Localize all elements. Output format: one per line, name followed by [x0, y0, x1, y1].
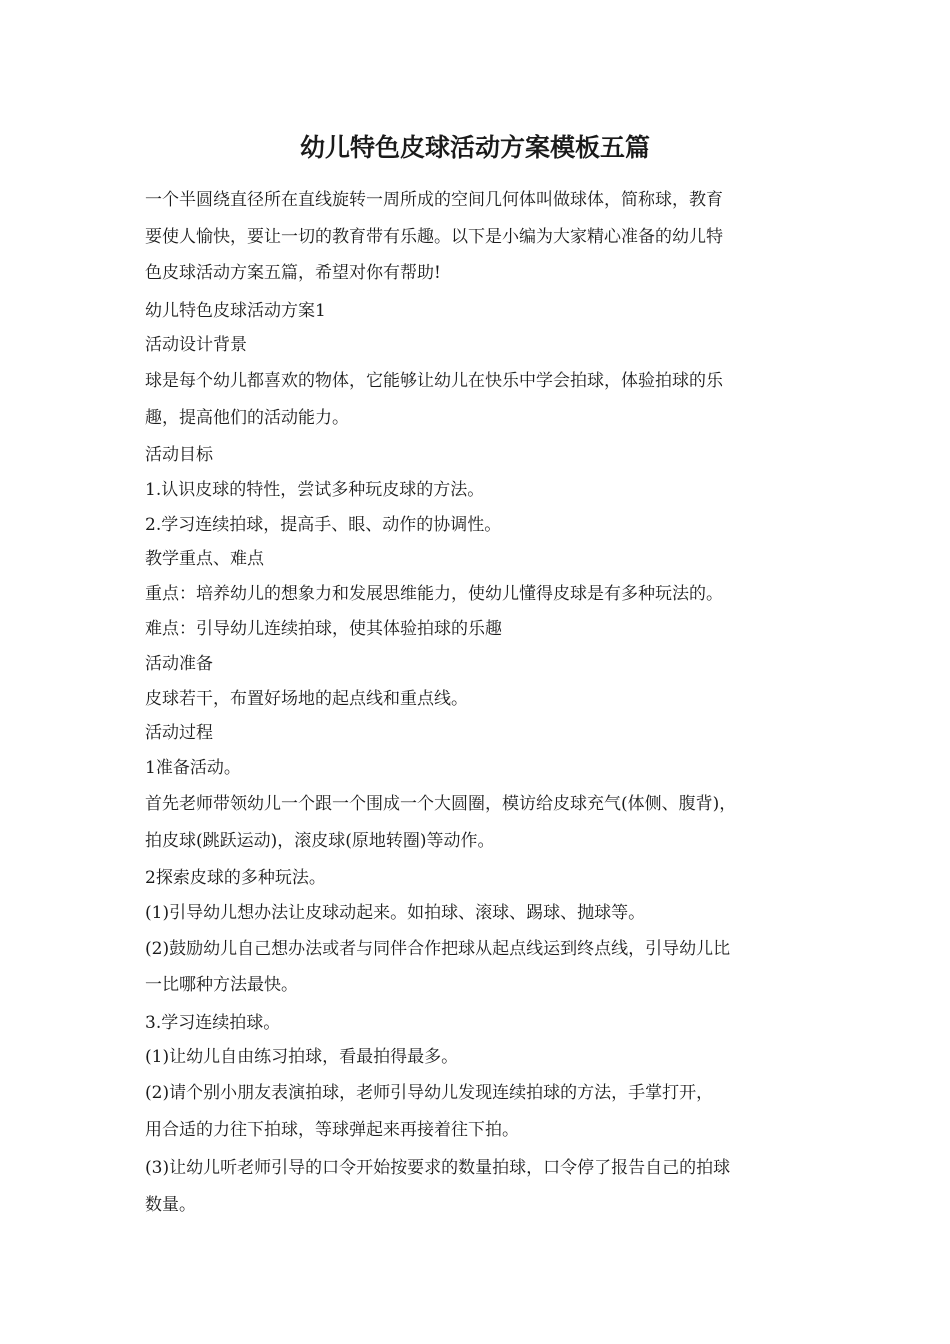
paragraph — [145, 647, 815, 682]
text-line: 首先老师带领幼儿一个跟一个围成一个大圆圈，模访给皮球充气(体侧、腹背)， — [145, 794, 737, 815]
paragraph — [145, 896, 815, 931]
text-line: 活动目标 — [145, 445, 213, 466]
paragraph — [145, 542, 815, 577]
paragraph — [145, 577, 815, 612]
text-line: 2探索皮球的多种玩法。 — [145, 868, 326, 889]
text-line: 一个半圆绕直径所在直线旋转一周所成的空间几何体叫做球体，简称球，教育 — [145, 190, 723, 210]
paragraph — [145, 931, 815, 1006]
text-line: 一比哪种方法最快。 — [145, 975, 298, 996]
paragraph — [145, 612, 815, 647]
paragraph — [145, 328, 815, 363]
paragraph — [145, 1040, 815, 1075]
document-body — [145, 182, 815, 1225]
paragraph — [145, 182, 815, 294]
paragraph — [145, 751, 815, 786]
paragraph — [145, 363, 815, 438]
text-line: 重点：培养幼儿的想象力和发展思维能力，使幼儿懂得皮球是有多种玩法的。 — [145, 584, 723, 605]
text-line: (1)让幼儿自由练习拍球，看最拍得最多。 — [145, 1047, 459, 1068]
text-line: 球是每个幼儿都喜欢的物体，它能够让幼儿在快乐中学会拍球，体验拍球的乐 — [145, 371, 723, 392]
paragraph — [145, 786, 815, 861]
document-title: 幼儿特色皮球活动方案模板五篇 — [299, 133, 650, 162]
text-line: 2.学习连续拍球，提高手、眼、动作的协调性。 — [145, 514, 502, 535]
text-line: 活动准备 — [145, 653, 213, 674]
paragraph — [145, 716, 815, 751]
text-line: 数量。 — [145, 1194, 196, 1215]
paragraph — [145, 294, 815, 329]
text-line: 教学重点、难点 — [145, 549, 264, 570]
text-line: 趣，提高他们的活动能力。 — [145, 407, 349, 428]
text-line: 3.学习连续拍球。 — [145, 1012, 281, 1033]
text-line: (2)鼓励幼儿自己想办法或者与同伴合作把球从起点线运到终点线，引导幼儿比 — [145, 938, 731, 959]
text-line: 1.认识皮球的特性，尝试多种玩皮球的方法。 — [145, 479, 485, 500]
text-line: 要使人愉快，要让一切的教育带有乐趣。以下是小编为大家精心准备的幼儿特 — [145, 226, 723, 247]
text-line: (1)引导幼儿想办法让皮球动起来。如拍球、滚球、踢球、抛球等。 — [145, 902, 646, 923]
text-line: 皮球若干，布置好场地的起点线和重点线。 — [145, 688, 468, 709]
paragraph — [145, 861, 815, 896]
paragraph — [145, 473, 815, 508]
text-line: 1准备活动。 — [145, 758, 241, 779]
paragraph — [145, 1150, 815, 1225]
text-line: (2)请个别小朋友表演拍球，老师引导幼儿发现连续拍球的方法，手掌打开， — [145, 1083, 714, 1104]
paragraph — [145, 682, 815, 717]
text-line: 活动过程 — [145, 723, 213, 744]
paragraph — [145, 438, 815, 473]
text-line: 难点：引导幼儿连续拍球，使其体验拍球的乐趣 — [145, 619, 502, 640]
paragraph — [145, 508, 815, 543]
text-line: (3)让幼儿听老师引导的口令开始按要求的数量拍球，口令停了报告自己的拍球 — [145, 1158, 731, 1179]
text-line: 色皮球活动方案五篇，希望对你有帮助! — [145, 263, 441, 283]
text-line: 拍皮球(跳跃运动)，滚皮球(原地转圈)等动作。 — [145, 830, 495, 851]
text-line: 活动设计背景 — [145, 335, 247, 356]
text-line: 用合适的力往下拍球，等球弹起来再接着往下拍。 — [145, 1119, 519, 1140]
paragraph — [145, 1075, 815, 1150]
text-line: 幼儿特色皮球活动方案1 — [145, 300, 326, 321]
paragraph — [145, 1006, 815, 1041]
